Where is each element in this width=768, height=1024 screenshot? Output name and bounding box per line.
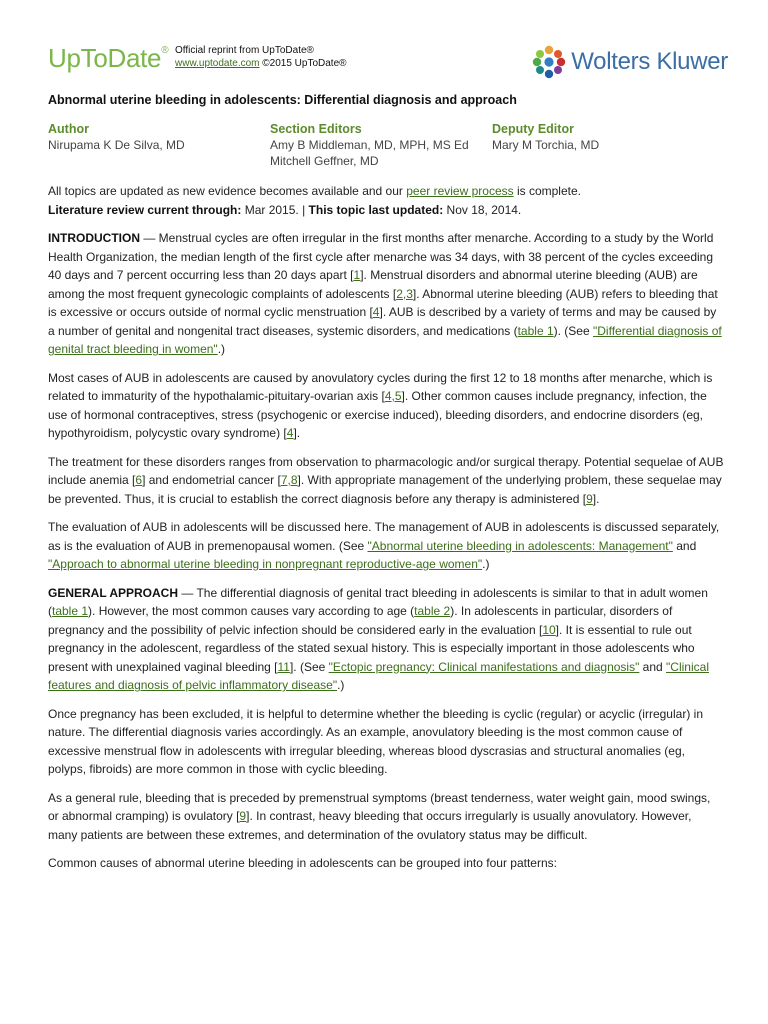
- topic-link[interactable]: "Differential diagnosis of genital tract bleeding in women": [48, 323, 722, 356]
- uptodate-link[interactable]: www.uptodate.com: [175, 58, 260, 69]
- reference-link[interactable]: 9: [586, 491, 593, 506]
- author-heading: Author: [48, 122, 89, 136]
- author-name: Nirupama K De Silva, MD: [48, 138, 185, 152]
- introduction-paragraph: INTRODUCTION — Menstrual cycles are often irregular in the first months after menarche. According to a study by the World Health Organization, the median length of the first cycle after menarche was 34 days, with 38 percent of the cycles exceeding 40 days and 7 percent occurring less than 20 days apart [1]. Menstrual disorders and abnormal uterine bleeding (AUB) are among the most frequent gynecologic complaints of adolescents [2,3]. Abnormal uterine bleeding (AUB) refers to bleeding that is excessive or occurs outside of normal cyclic menstruation [4]. AUB is described by a variety of terms and may be caused by a number of genital and nongenital tract diseases, systemic disorders, and medications (table 1). (See "Differential diagnosis of genital tract bleeding in women".): [48, 231, 722, 356]
- reference-link[interactable]: 4: [372, 305, 380, 319]
- introduction-heading: INTRODUCTION: [48, 231, 140, 245]
- topic-link[interactable]: "Clinical features and diagnosis of pelvic inflammatory disease": [48, 659, 709, 692]
- reprint-line: Official reprint from UpToDate®: [175, 45, 314, 56]
- reference-link[interactable]: 11: [277, 659, 290, 674]
- body-paragraph: Most cases of AUB in adolescents are caused by anovulatory cycles during the first 12 to 18 months after menarche, which is related to immaturity of the hypothalamic-pituitary-ovarian axis [4,5]. Other common causes include pregnancy, infection, the use of hormonal contraceptives, stress (psychogenic or exercise induced), bleeding disorders, and endocrine disorders (eg, hypothyroidism, polycystic ovary syndrome) [4].: [48, 370, 713, 440]
- body-paragraph: Common causes of abnormal uterine bleeding in adolescents can be grouped into four patterns:: [48, 856, 557, 870]
- general-approach-paragraph: GENERAL APPROACH — The differential diagnosis of genital tract bleeding in adolescents is similar to that in adult women (table 1). However, the most common causes vary according to age (table 2). In adolescents in particular, disorders of pregnancy and the possibility of pelvic infection should be considered early in the evaluation [10]. It is essential to rule out pregnancy in the adolescent, regardless of the stated sexual history. This is especially important in those adolescents who present with unexplained vaginal bleeding [11]. (See "Ectopic pregnancy: Clinical manifestations and diagnosis" and "Clinical features and diagnosis of pelvic inflammatory disease".): [48, 585, 709, 692]
- topic-link[interactable]: "Abnormal uterine bleeding in adolescents: Management": [367, 538, 673, 553]
- reference-link[interactable]: 4: [286, 426, 294, 440]
- general-approach-heading: GENERAL APPROACH: [48, 585, 179, 600]
- uptodate-logo: UpToDate®: [48, 43, 169, 73]
- reference-link[interactable]: 6: [135, 473, 143, 487]
- reference-link[interactable]: 4,5: [384, 389, 402, 403]
- body-paragraph: The evaluation of AUB in adolescents will be discussed here. The management of AUB in adolescents is discussed separately, as is the evaluation of AUB in premenopausal women. (See "Abnormal uterine bleeding in adolescents: Management" and "Approach to abnormal uterine bleeding in nonpregnant reproductive-age women".): [48, 520, 720, 571]
- table-link[interactable]: table 1: [517, 323, 554, 338]
- body-paragraph: The treatment for these disorders ranges from observation to pharmacologic and/or surgical therapy. Potential sequelae of AUB include anemia [6] and endometrial cancer [7,8]. With appropriate management of the underlying problem, these sequelae may be prevented. Thus, it is crucial to establish the correct diagnosis before any therapy is administered [9].: [48, 454, 724, 506]
- publisher-name: Wolters Kluwer: [571, 48, 728, 75]
- reference-link[interactable]: 2,3: [396, 286, 413, 301]
- topic-link[interactable]: "Approach to abnormal uterine bleeding in nonpregnant reproductive-age women": [48, 557, 483, 571]
- body-paragraph: As a general rule, bleeding that is preceded by premenstrual symptoms (breast tenderness, water weight gain, mood swings, or abnormal cramping) is ovulatory [9]. In contrast, heavy bleeding that occurs irregularly is usually anovulatory. However, many patients are between these extremes, and determination of the ovulatory status may be difficult.: [48, 790, 711, 842]
- deputy-editor-heading: Deputy Editor: [492, 122, 574, 136]
- wolters-kluwer-globe-icon: [531, 44, 567, 80]
- deputy-editor-block: [492, 121, 599, 153]
- table-link[interactable]: table 2: [414, 604, 451, 618]
- body-paragraph: Once pregnancy has been excluded, it is helpful to determine whether the bleeding is cyclic (regular) or acyclic (irregular) in nature. The differential diagnosis varies accordingly. As an example, anovulatory bleeding is the most common cause of excessive menstrual flow in adolescents with irregular bleeding, whereas blood dyscrasias and structural anomalies (eg, polyps, fibroids) are more common in those with cyclic bleeding.: [48, 706, 703, 776]
- review-paragraph: All topics are updated as new evidence becomes available and our peer review process is complete. Literature review current through: Mar 2015. | This topic last updated: Nov 18, 2014.: [48, 184, 581, 217]
- reference-link[interactable]: 7,8: [280, 473, 298, 487]
- section-editors-block: [270, 121, 469, 169]
- reprint-notice: [175, 44, 347, 70]
- copyright: ©2015 UpToDate®: [262, 58, 347, 69]
- wolters-kluwer-logo: [531, 43, 728, 81]
- deputy-editor-name: Mary M Torchia, MD: [492, 138, 600, 152]
- section-editors-heading: Section Editors: [270, 122, 362, 136]
- page-header: [48, 40, 728, 84]
- table-link[interactable]: table 1: [52, 604, 89, 618]
- section-editor-name: Amy B Middleman, MD, MPH, MS Ed: [270, 138, 469, 152]
- reference-link[interactable]: 10: [542, 622, 556, 637]
- topic-link[interactable]: "Ectopic pregnancy: Clinical manifestations and diagnosis": [328, 659, 640, 674]
- reference-link[interactable]: 1: [353, 268, 361, 282]
- section-editor-name: Mitchell Geffner, MD: [270, 154, 379, 168]
- reference-link[interactable]: 9: [239, 809, 247, 823]
- page-title: Abnormal uterine bleeding in adolescents: Differential diagnosis and approach: [48, 93, 517, 107]
- article-body: [48, 182, 724, 883]
- author-block: [48, 121, 185, 153]
- peer-review-link[interactable]: peer review process: [406, 184, 514, 198]
